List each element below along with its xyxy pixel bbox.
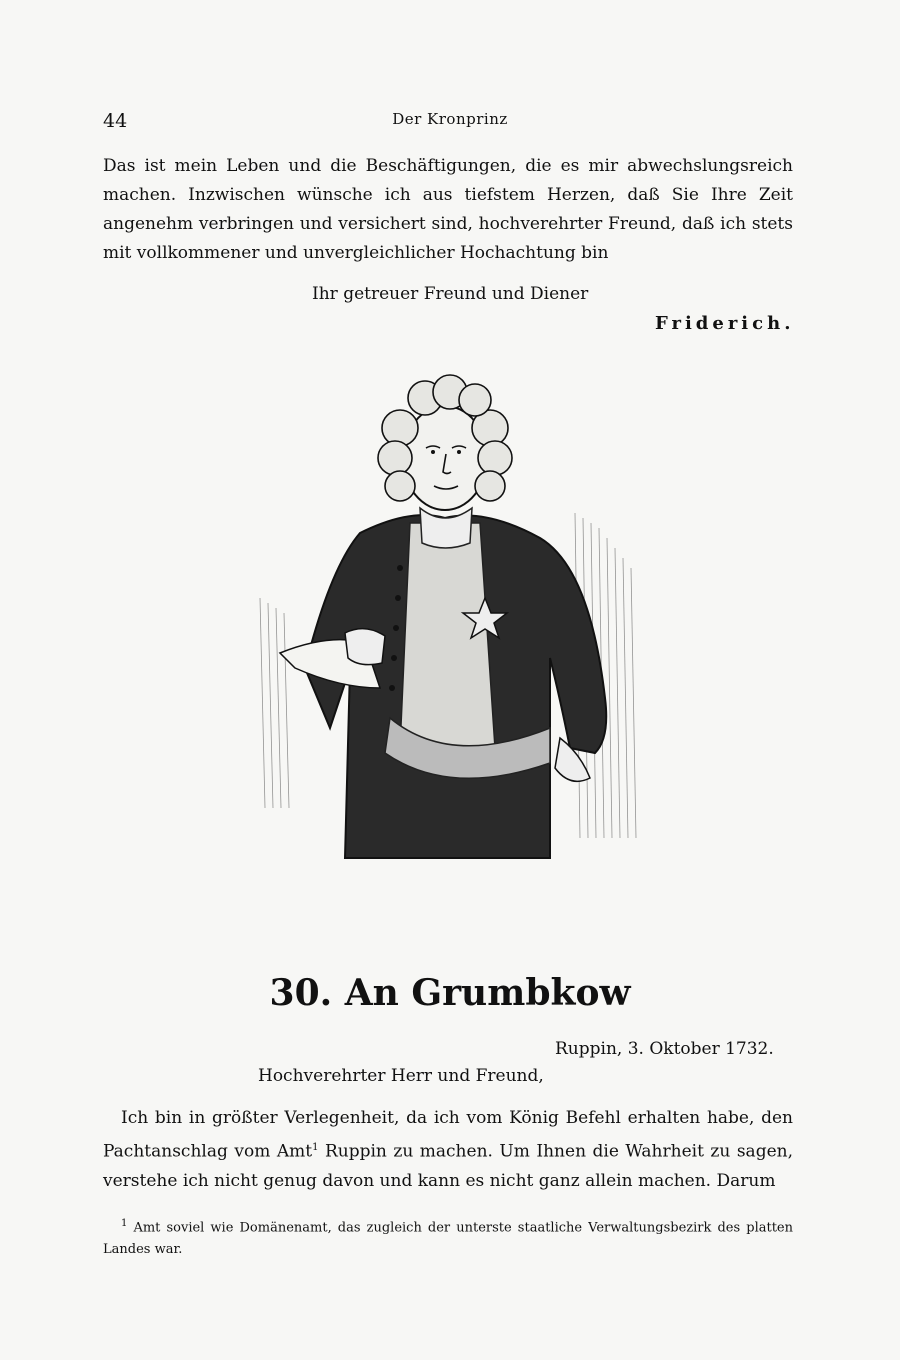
footnote-reference: 1 (312, 1142, 319, 1153)
running-head: Der Kronprinz (392, 110, 508, 128)
portrait-engraving (250, 368, 645, 863)
letter-place-date: Ruppin, 3. Oktober 1732. (555, 1039, 774, 1059)
footnote (103, 1213, 793, 1261)
letter-paragraph (103, 1104, 793, 1196)
letter-closing: Ihr getreuer Freund und Diener (312, 284, 589, 304)
letter-paragraph-part2: Ruppin zu machen. Um Ihnen die Wahrheit zu sagen, verstehe ich nicht genug davon und kann es nicht ganz allein machen. Darum (103, 1141, 793, 1191)
letter-paragraph-part1: Ich bin in größter Verlegenheit, da ich vom König Befehl erhalten habe, den Pachtanschlag vom Amt (103, 1108, 793, 1162)
body-paragraph: Das ist mein Leben und die Beschäftigungen, die es mir abwechslungsreich machen. Inzwischen wünsche ich aus tiefstem Herzen, daß Sie Ihre Zeit angenehm verbringen und versichert sind, hochverehrter Freund, daß ich stets mit vollkommener und unvergleichlicher Hochachtung bin (103, 156, 793, 263)
letter-salutation: Hochverehrter Herr und Freund, (258, 1066, 544, 1086)
footnote-mark: 1 (121, 1218, 128, 1229)
footnote-text: Amt soviel wie Domänenamt, das zugleich der unterste staatliche Verwaltungsbezirk des platten Landes war. (103, 1220, 793, 1258)
letter-title: 30. An Grumbkow (269, 972, 631, 1014)
signature: Friderich. (655, 313, 795, 334)
page-number: 44 (103, 110, 128, 132)
